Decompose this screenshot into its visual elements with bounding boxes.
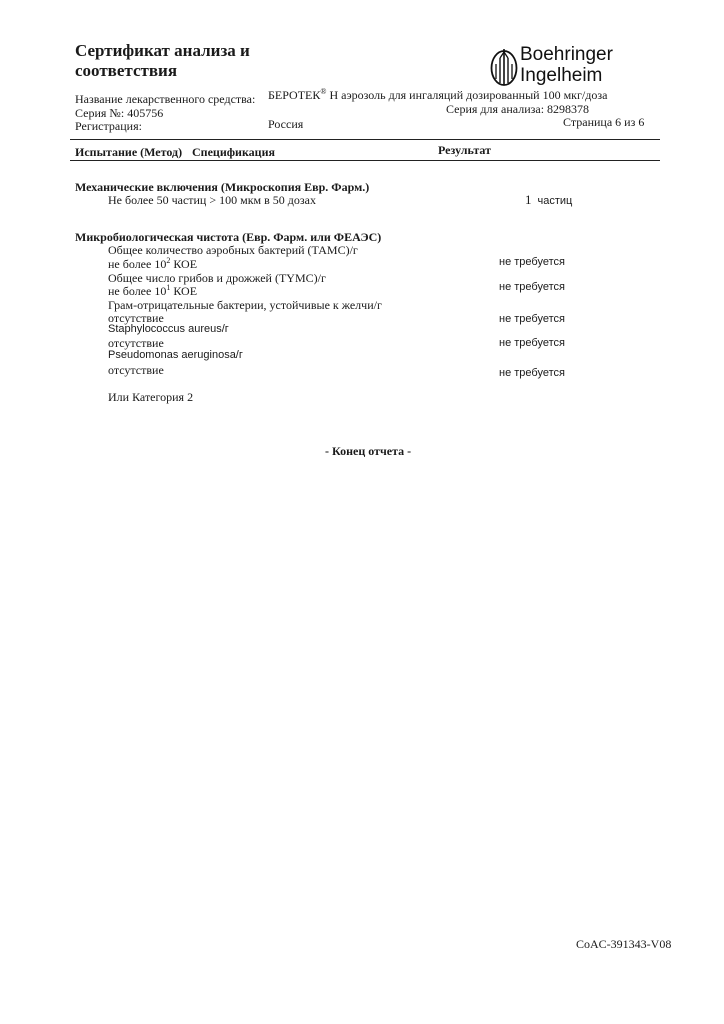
- column-spec: Спецификация: [192, 145, 276, 159]
- document-title: [75, 41, 250, 81]
- micro-note: Или Категория 2: [108, 390, 194, 404]
- column-test: Испытание (Метод): [75, 145, 183, 159]
- analysis-series-label: Серия для анализа:: [446, 102, 545, 116]
- mechanical-heading: Механические включения (Микроскопия Евр. Фарм.): [75, 180, 370, 194]
- drug-name-value: БЕРОТЕК® Н аэрозоль для ингаляций дозированный 100 мкг/доза: [268, 87, 608, 102]
- micro-item-result: не требуется: [499, 281, 565, 293]
- micro-item-result: не требуется: [499, 256, 565, 268]
- micro-item-result: не требуется: [499, 337, 565, 349]
- page-number: Страница 6 из 6: [563, 115, 645, 129]
- logo-line-1: Boehringer: [520, 44, 613, 65]
- title-line-2: соответствия: [75, 61, 178, 80]
- end-of-report: - Конец отчета -: [325, 444, 412, 458]
- mechanical-spec: Не более 50 частиц > 100 мкм в 50 дозах: [108, 193, 316, 207]
- micro-item-name: Общее количество аэробных бактерий (ТАМС)/г: [108, 243, 358, 257]
- micro-item-result: не требуется: [499, 313, 565, 325]
- header-top-rule: [70, 139, 660, 140]
- series-label: Серия №:: [75, 106, 125, 120]
- logo-line-2: Ingelheim: [520, 65, 603, 86]
- micro-item-limit: не более $10^2$ КОЕ: [108, 256, 198, 271]
- drug-name-label: Название лекарственного средства:: [75, 92, 256, 106]
- mechanical-result-unit: частиц: [537, 195, 573, 207]
- micro-item-limit: отсутствие: [108, 311, 164, 325]
- micro-heading: Микробиологическая чистота (Евр. Фарм. или ФЕАЭС): [75, 230, 382, 244]
- mechanical-result: [525, 192, 572, 208]
- mechanical-result-value: 1: [525, 192, 532, 207]
- series-value: 405756: [127, 106, 164, 120]
- micro-item-name: Грам-отрицательные бактерии, устойчивые к желчи/г: [108, 298, 382, 312]
- document-code: CoAC-391343-V08: [576, 937, 672, 951]
- micro-item-name: Общее число грибов и дрожжей (TYMC)/г: [108, 271, 326, 285]
- micro-item-limit: отсутствие: [108, 336, 164, 350]
- column-result: Результат: [438, 143, 492, 157]
- analysis-series-value: 8298378: [547, 102, 590, 116]
- registration-label: Регистрация:: [75, 119, 142, 133]
- title-line-1: Сертификат анализа и: [75, 41, 250, 60]
- micro-item-limit: не более $10^1$ КОЕ: [108, 283, 198, 298]
- header-bottom-rule: [70, 160, 660, 161]
- micro-item-limit: отсутствие: [108, 363, 164, 377]
- micro-item-result: не требуется: [499, 367, 565, 379]
- micro-item-name: Pseudomonas aeruginosa/г: [108, 349, 243, 361]
- company-logo: [490, 44, 640, 90]
- registration-value: Россия: [268, 117, 304, 131]
- boehringer-logo-icon: [490, 46, 518, 88]
- micro-item-name: Staphylococcus aureus/г: [108, 323, 229, 335]
